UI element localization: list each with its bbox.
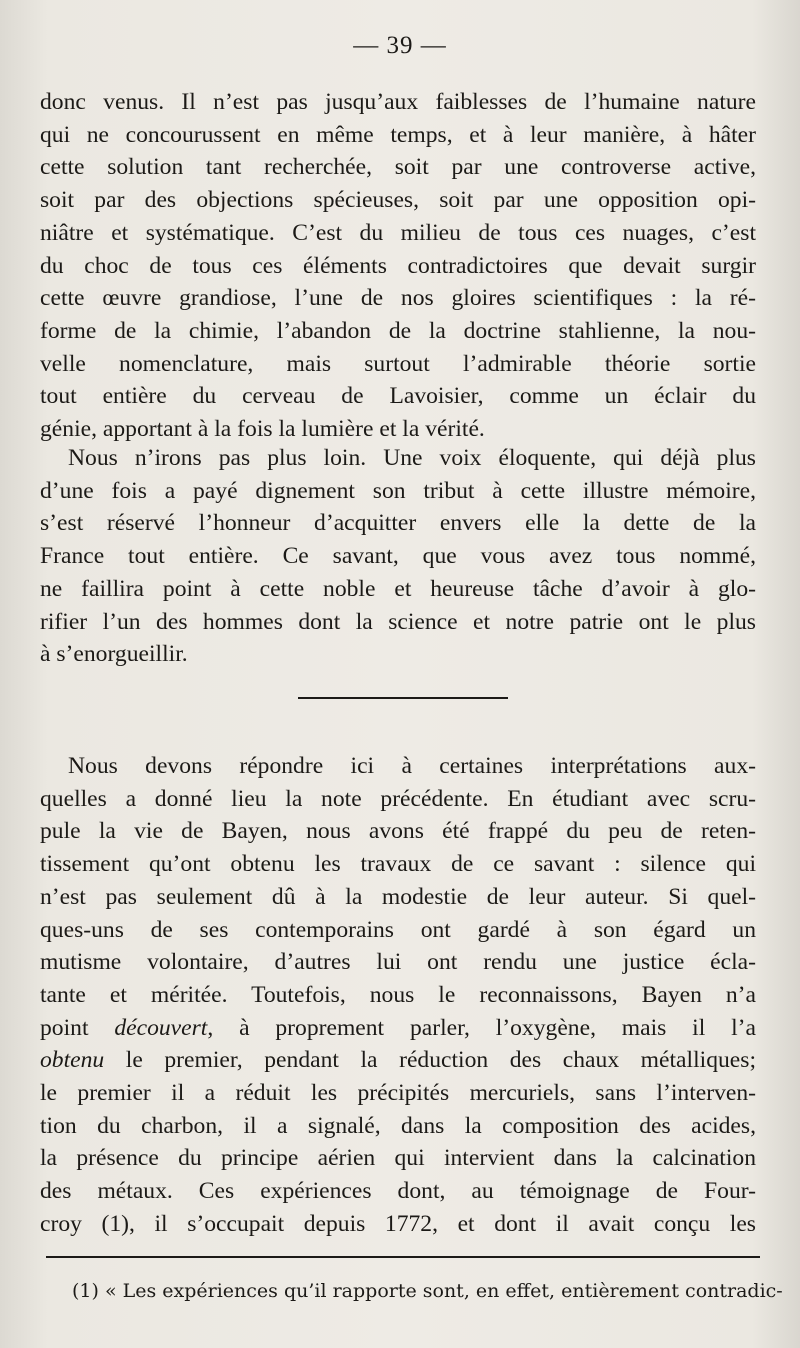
italic-word: obtenu	[40, 1047, 105, 1074]
text-line: tout entière du cerveau de Lavoisier, comme un éclair du	[40, 383, 756, 410]
text-line: pule la vie de Bayen, nous avons été frappé du peu de reten-	[40, 818, 756, 845]
paragraph-1	[40, 86, 756, 446]
text-line: donc venus. Il n’est pas jusqu’aux faiblesses de l’humaine nature	[40, 89, 756, 115]
text-fragment: , à proprement parler, l’oxygène, mais il l’a	[207, 1014, 756, 1041]
text-line: croy (1), il s’occupait depuis 1772, et dont il avait conçu les	[40, 1210, 756, 1237]
text-line: velle nomenclature, mais surtout l’admirable théorie sortie	[40, 350, 756, 377]
text-line: le premier il a réduit les précipités mercuriels, sans l’interven-	[40, 1080, 756, 1107]
text-fragment: le premier, pendant la réduction des chaux métalliques;	[104, 1047, 756, 1074]
text-line: mutisme volontaire, d’autres lui ont rendu une justice écla-	[40, 949, 756, 976]
footnote: (1) « Les expériences qu’il rapporte sont, en effet, entièrement contradic-	[72, 1280, 783, 1302]
text-line: ques-uns de ses contemporains ont gardé à son égard un	[40, 916, 756, 943]
text-line: ne faillira point à cette noble et heureuse tâche d’avoir à glo-	[40, 575, 756, 602]
text-line: cette solution tant recherchée, soit par une controverse active,	[40, 154, 756, 181]
text-line: soit par des objections spécieuses, soit par une opposition opi-	[40, 187, 756, 214]
page-number: — 39 —	[353, 32, 447, 59]
text-line	[40, 1012, 756, 1045]
text-line: génie, apportant à la fois la lumière et la vérité.	[40, 416, 485, 443]
text-line: niâtre et systématique. C’est du milieu de tous ces nuages, c’est	[40, 219, 756, 246]
text-line	[40, 1044, 756, 1077]
text-line: cette œuvre grandiose, l’une de nos gloires scientifiques : la ré-	[40, 285, 756, 312]
text-line: quelles a donné lieu la note précédente. En étudiant avec scru-	[40, 785, 756, 812]
text-line: la présence du principe aérien qui intervient dans la calcination	[40, 1145, 756, 1172]
text-line: tante et méritée. Toutefois, nous le reconnaissons, Bayen n’a	[40, 981, 756, 1008]
paragraph-3	[40, 750, 756, 1241]
text-line: rifier l’un des hommes dont la science et notre patrie ont le plus	[40, 608, 756, 635]
section-divider	[298, 697, 508, 699]
text-line: n’est pas seulement dû à la modestie de leur auteur. Si quel-	[40, 883, 756, 910]
text-line: Nous devons répondre ici à certaines interprétations aux-	[68, 753, 756, 779]
paragraph-2	[40, 442, 756, 671]
text-fragment: point	[40, 1014, 115, 1041]
text-line: tion du charbon, il a signalé, dans la composition des acides,	[40, 1112, 756, 1139]
text-line: du choc de tous ces éléments contradictoires que devait surgir	[40, 252, 756, 279]
text-line: s’est réservé l’honneur d’acquitter envers elle la dette de la	[40, 510, 756, 537]
text-line: des métaux. Ces expériences dont, au témoignage de Four-	[40, 1178, 756, 1205]
footnote-divider	[46, 1256, 760, 1258]
text-line: d’une fois a payé dignement son tribut à cette illustre mémoire,	[40, 477, 756, 504]
text-line: à s’enorgueillir.	[40, 641, 188, 668]
text-line: tissement qu’ont obtenu les travaux de ce savant : silence qui	[40, 851, 756, 878]
text-line: Nous n’irons pas plus loin. Une voix éloquente, qui déjà plus	[68, 445, 756, 471]
text-line: forme de la chimie, l’abandon de la doctrine stahlienne, la nou-	[40, 317, 756, 344]
text-line: France tout entière. Ce savant, que vous avez tous nommé,	[40, 543, 756, 570]
italic-word: découvert	[114, 1014, 208, 1041]
text-line: qui ne concourussent en même temps, et à leur manière, à hâter	[40, 121, 756, 148]
